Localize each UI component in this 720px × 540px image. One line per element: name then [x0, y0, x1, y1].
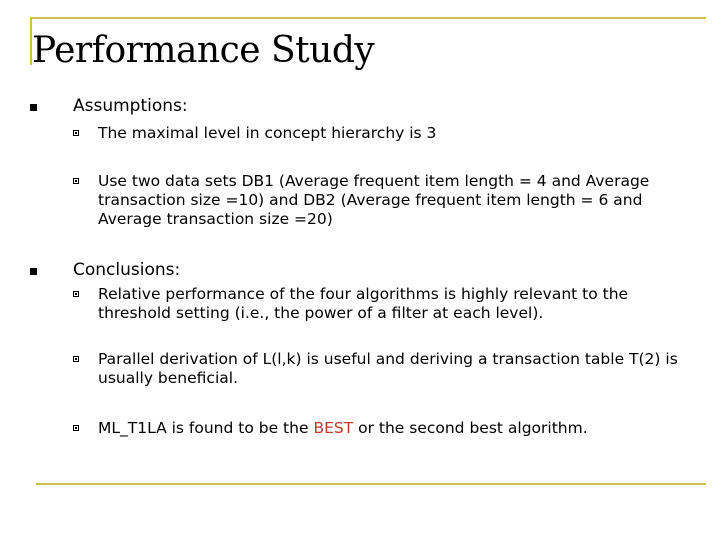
bullet-square-icon	[30, 104, 37, 111]
bullet-box-icon	[73, 130, 79, 136]
list-item: Relative performance of the four algorithms is highly relevant to the threshold setting (i.e., the power of a filter at each level).	[98, 285, 629, 322]
section-heading-assumptions: Assumptions:	[73, 96, 188, 116]
section-heading-conclusions: Conclusions:	[73, 260, 181, 280]
bullet-box-icon	[73, 291, 79, 297]
bottom-rule	[36, 483, 706, 485]
item-text: or the second best algorithm.	[353, 419, 588, 437]
list-item: Use two data sets DB1 (Average frequent item length = 4 and Average transaction size =10) and DB2 (Average frequent item length = 6 and Average transaction size =20)	[98, 172, 650, 228]
highlight-text: BEST	[313, 419, 354, 437]
list-item: Parallel derivation of L(l,k) is useful and deriving a transaction table T(2) is usually beneficial.	[98, 350, 678, 387]
page-title: Performance Study	[32, 30, 375, 71]
list-item: The maximal level in concept hierarchy is 3	[98, 124, 437, 142]
bullet-box-icon	[73, 356, 79, 362]
item-text: ML_T1LA is found to be the	[98, 419, 314, 437]
bullet-box-icon	[73, 425, 79, 431]
top-rule	[30, 17, 706, 19]
list-item	[98, 419, 688, 438]
bullet-box-icon	[73, 178, 79, 184]
bullet-square-icon	[30, 268, 37, 275]
